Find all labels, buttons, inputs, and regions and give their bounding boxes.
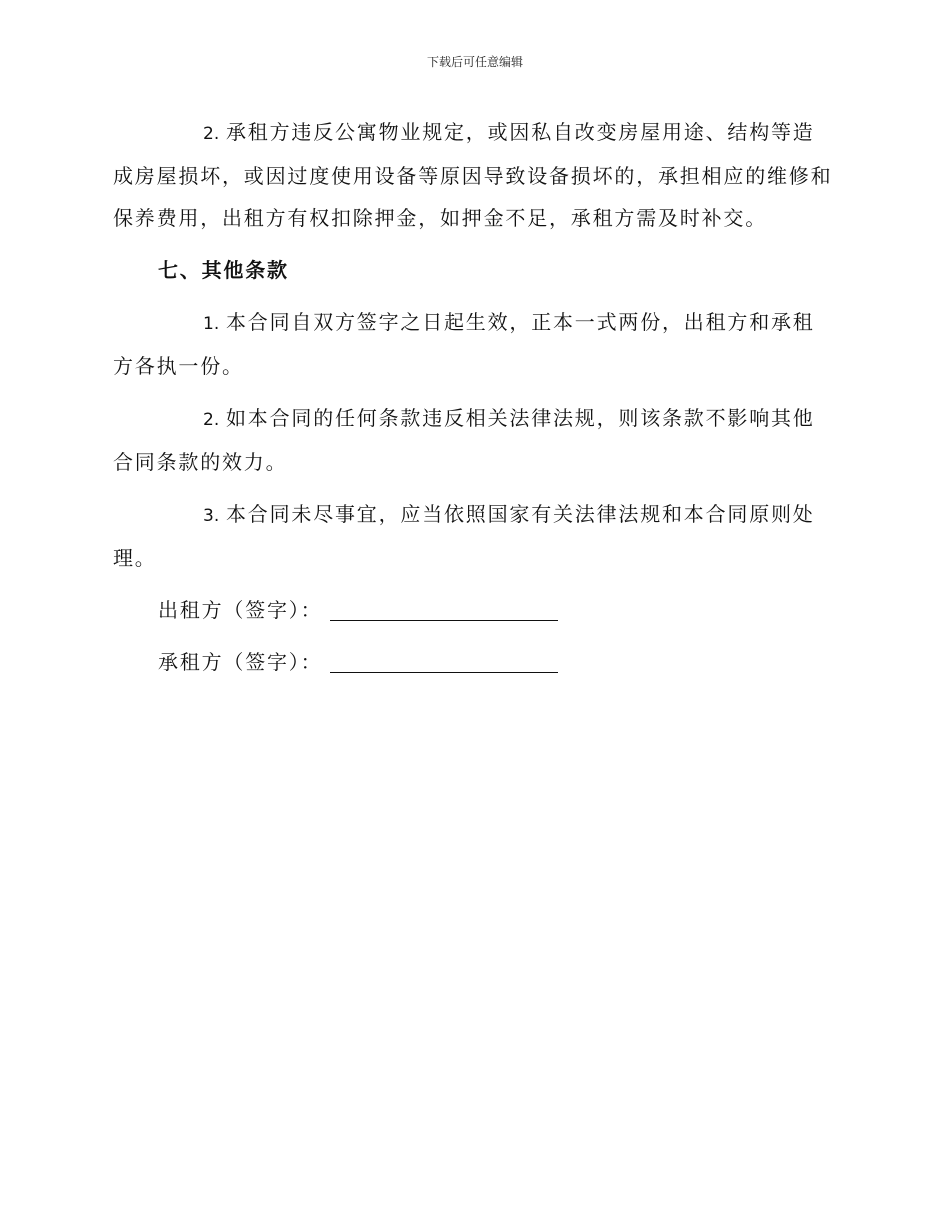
clause-text: 承租方违反公寓物业规定，或因私自改变房屋用途、结构等造成房屋损坏，或因过度使用设备等原因导致设备损坏的，承担相应的维修和保养费用，出租方有权扣除押金，如押金不足，承租方需及时补交。 [113, 120, 833, 230]
lessee-signature-row [113, 641, 833, 683]
clause-item-3 [113, 493, 833, 579]
contract-body [113, 111, 833, 693]
clause-number: 1. [203, 314, 220, 334]
clause-item-2 [113, 397, 833, 483]
lessee-signature-label: 承租方（签字）： [158, 650, 323, 674]
clause-number: 2. [203, 124, 220, 144]
page-header: 下载后可任意编辑 [426, 55, 523, 69]
clause-number: 2. [203, 410, 220, 430]
lessee-signature-line[interactable] [330, 671, 558, 673]
section-title-other-terms: 七、其他条款 [158, 258, 289, 282]
clause-text: 本合同自双方签字之日起生效，正本一式两份，出租方和承租方各执一份。 [113, 310, 815, 378]
clause-text: 如本合同的任何条款违反相关法律法规，则该条款不影响其他合同条款的效力。 [113, 406, 815, 474]
clause-item-1 [113, 301, 833, 387]
lessor-signature-label: 出租方（签字）： [158, 598, 323, 622]
clause-number: 3. [203, 506, 220, 526]
lessor-signature-line[interactable] [330, 619, 558, 621]
lessor-signature-row [113, 589, 833, 631]
clause-prev-item-2 [113, 111, 833, 239]
clause-text: 本合同未尽事宜，应当依照国家有关法律法规和本合同原则处理。 [113, 502, 815, 570]
